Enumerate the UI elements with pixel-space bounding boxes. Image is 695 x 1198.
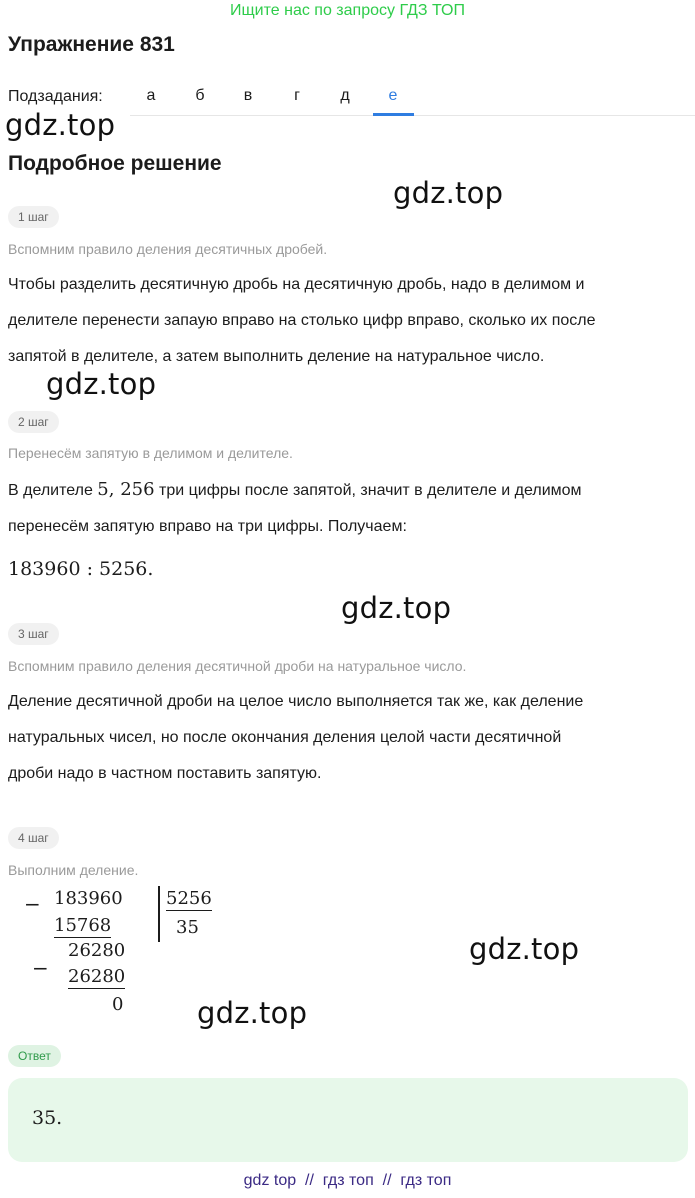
step-badge: 2 шаг	[8, 411, 59, 433]
dividend: 183960	[54, 888, 123, 909]
tab-a[interactable]: а	[146, 87, 156, 104]
step-badge: 1 шаг	[8, 206, 59, 228]
subtrahend-1: 15768	[54, 915, 112, 936]
step-hint: Вспомним правило деления десятичных дробей.	[8, 241, 328, 257]
watermark: gdz.top	[5, 108, 116, 142]
subtasks-label: Подзадания:	[8, 88, 103, 105]
divisor: 5256	[166, 888, 212, 909]
tab-e[interactable]: е	[388, 87, 398, 104]
text-line: перенесём запятую вправо на три цифры. Получаем:	[8, 518, 407, 535]
step-text	[8, 472, 686, 545]
watermark: gdz.top	[197, 996, 308, 1030]
step-hint: Выполним деление.	[8, 862, 139, 878]
text-line: Чтобы разделить десятичную дробь на десятичную дробь, надо в делимом и	[8, 276, 585, 293]
step-text	[8, 684, 686, 792]
minus-sign: −	[32, 956, 49, 980]
active-tab-indicator	[373, 113, 414, 116]
tab-b[interactable]: б	[195, 87, 205, 104]
text-line: дроби надо в частном поставить запятую.	[8, 765, 322, 782]
quotient: 35	[176, 917, 199, 938]
text-fragment: В делителе	[8, 482, 98, 499]
text-line: натуральных чисел, но после окончания деления целой части десятичной	[8, 729, 562, 746]
final-remainder: 0	[112, 994, 124, 1015]
solution-title: Подробное решение	[8, 152, 222, 175]
division-bar	[158, 886, 160, 942]
watermark: gdz.top	[393, 176, 504, 210]
text-line	[8, 472, 686, 509]
step-text	[8, 267, 686, 375]
subtrahend-2: 26280	[68, 966, 126, 987]
minus-sign: −	[24, 892, 41, 916]
tab-v[interactable]: в	[243, 87, 253, 104]
top-banner[interactable]: Ищите нас по запросу ГДЗ ТОП	[230, 2, 465, 19]
expression: 183960 : 5256.	[8, 558, 154, 580]
page-title: Упражнение 831	[8, 33, 175, 56]
watermark: gdz.top	[341, 591, 452, 625]
text-fragment: три цифры после запятой, значит в делителе и делимом	[154, 482, 582, 499]
step-badge: 4 шаг	[8, 827, 59, 849]
step-hint: Перенесём запятую в делимом и делителе.	[8, 445, 293, 461]
watermark: gdz.top	[46, 367, 157, 401]
text-line: делителе перенести запаую вправо на столько цифр вправо, сколько их после	[8, 312, 596, 329]
tab-g[interactable]: г	[294, 87, 300, 104]
watermark: gdz.top	[469, 932, 580, 966]
answer-box	[8, 1078, 688, 1162]
tab-d[interactable]: д	[340, 87, 350, 104]
divisor-math: 5, 256	[97, 479, 155, 500]
step-badge: 3 шаг	[8, 623, 59, 645]
text-line: запятой в делителе, а затем выполнить деление на натуральное число.	[8, 348, 545, 365]
remainder-1: 26280	[68, 940, 126, 961]
footer-links[interactable]: gdz top // гдз топ // гдз топ	[243, 1172, 452, 1189]
text-line: Деление десятичной дроби на целое число выполняется так же, как деление	[8, 693, 584, 710]
answer-badge: Ответ	[8, 1045, 61, 1067]
answer-value: 35.	[32, 1107, 63, 1129]
step-hint: Вспомним правило деления десятичной дроби на натуральное число.	[8, 658, 467, 674]
